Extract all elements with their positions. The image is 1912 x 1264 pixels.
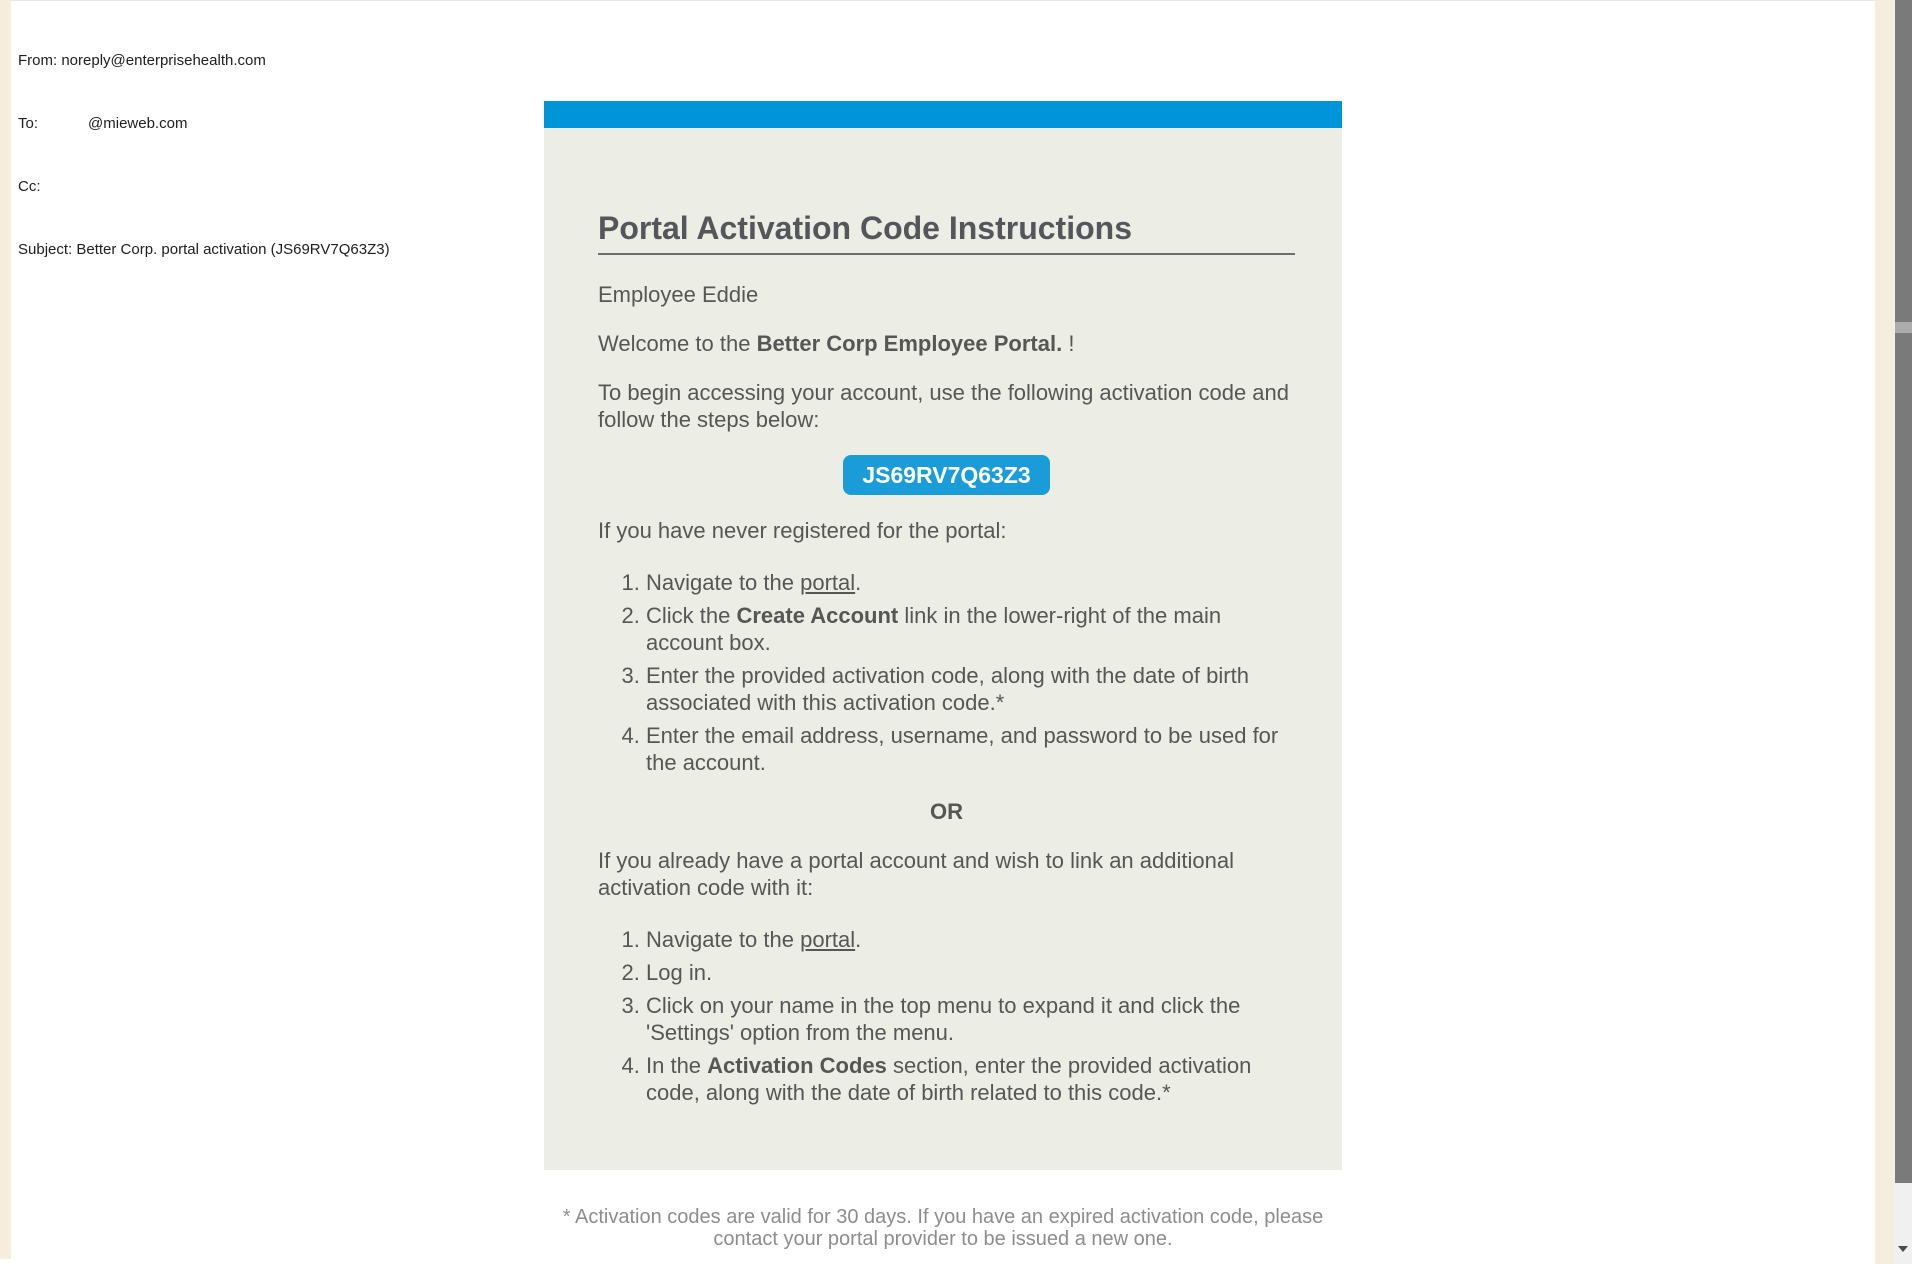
- step-item: [646, 926, 1295, 953]
- intro-text: To begin accessing your account, use the following activation code and follow the steps below:: [598, 380, 1289, 432]
- email-content: [544, 128, 1342, 1170]
- activation-codes-bold: Activation Codes: [707, 1053, 887, 1078]
- scrollbar-thumb-lower[interactable]: [1895, 333, 1912, 1183]
- scrollbar-gap: [1895, 322, 1912, 333]
- page-right-margin: [1875, 0, 1895, 1264]
- step-text: Enter the email address, username, and password to be used for the account.: [646, 723, 1279, 775]
- step-text: Navigate to the: [646, 570, 801, 595]
- email-title: Portal Activation Code Instructions: [598, 210, 1295, 255]
- scrollbar-thumb-upper[interactable]: [1895, 0, 1912, 322]
- greeting-text: Employee Eddie: [598, 282, 759, 307]
- welcome-pre: Welcome to the: [598, 331, 757, 356]
- step-text: Click the: [646, 603, 737, 628]
- step-text: .: [855, 570, 862, 595]
- new-user-heading: If you have never registered for the portal:: [598, 518, 1007, 543]
- portal-link[interactable]: portal: [800, 570, 856, 595]
- step-text: In the: [646, 1053, 708, 1078]
- step-text: Log in.: [646, 960, 713, 985]
- activation-code-row: [598, 455, 1295, 495]
- email-header-bar: [544, 101, 1342, 128]
- window-top-edge: [0, 0, 1912, 1]
- portal-name-bold: Better Corp Employee Portal.: [756, 331, 1063, 356]
- meta-subject-line: Subject: Better Corp. portal activation (JS69RV7Q63Z3): [18, 241, 390, 258]
- step-item: [646, 959, 1295, 986]
- create-account-bold: Create Account: [736, 603, 899, 628]
- step-item: [646, 602, 1295, 656]
- step-item: [646, 569, 1295, 596]
- page-left-margin: [0, 0, 11, 1259]
- step-item: [646, 1052, 1295, 1106]
- meta-cc-line: Cc:: [18, 178, 41, 195]
- step-text: Enter the provided activation code, along with the date of birth associated with this activation code.*: [646, 663, 1249, 715]
- meta-from-line: From: noreply@enterprisehealth.com: [18, 52, 266, 69]
- or-divider: OR: [930, 799, 963, 824]
- step-text: Navigate to the: [646, 927, 801, 952]
- step-text: .: [855, 927, 862, 952]
- welcome-text: [598, 330, 1295, 357]
- new-user-steps: [598, 569, 1295, 776]
- step-item: [646, 992, 1295, 1046]
- step-text: Click on your name in the top menu to expand it and click the 'Settings' option from the menu.: [646, 993, 1241, 1045]
- footnote-text: * Activation codes are valid for 30 days. If you have an expired activation code, please contact your portal provider to be issued a new one.: [562, 1206, 1324, 1250]
- email-body: [544, 101, 1342, 1170]
- step-text: section, enter the provided activation code, along with the date of birth related to this code.*: [646, 1053, 1252, 1105]
- step-item: [646, 722, 1295, 776]
- vertical-scrollbar[interactable]: [1895, 0, 1912, 1264]
- portal-link[interactable]: portal: [800, 927, 856, 952]
- step-text: link in the lower-right of the main account box.: [646, 603, 1222, 655]
- existing-user-steps: [598, 926, 1295, 1106]
- welcome-post: !: [1062, 331, 1075, 356]
- email-meta-header: [18, 8, 390, 281]
- scrollbar-down-button[interactable]: [1895, 1237, 1912, 1259]
- chevron-down-icon: [1898, 1246, 1908, 1252]
- existing-user-heading: If you already have a portal account and wish to link an additional activation code with it:: [598, 848, 1234, 900]
- meta-to-line: To: @mieweb.com: [18, 115, 188, 132]
- step-item: [646, 662, 1295, 716]
- activation-code-chip: JS69RV7Q63Z3: [843, 455, 1049, 495]
